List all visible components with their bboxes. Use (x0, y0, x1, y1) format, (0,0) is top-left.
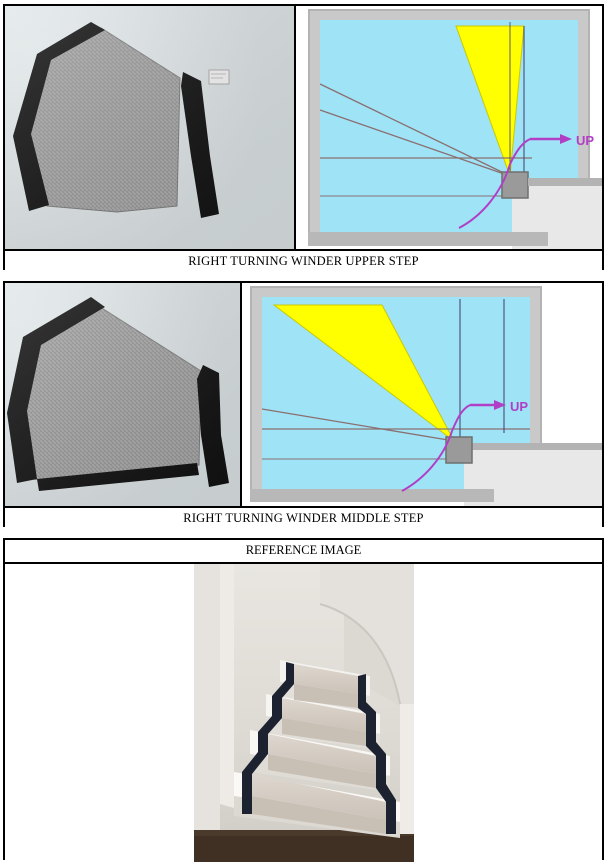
reference-image-caption: REFERENCE IMAGE (5, 540, 602, 564)
upper-step-plan-drawing (296, 6, 602, 249)
middle-step-photo-cell (5, 283, 242, 506)
middle-step-plan-drawing (242, 283, 602, 506)
reference-photo (194, 564, 414, 862)
middle-step-plan-cell (242, 283, 602, 506)
middle-step-template-shape (5, 283, 242, 506)
upper-step-photo (5, 6, 294, 249)
svg-text:UP: UP (510, 399, 529, 414)
panel-upper-step (3, 4, 604, 270)
upper-step-template-shape (5, 6, 296, 249)
upper-step-caption: RIGHT TURNING WINDER UPPER STEP (5, 249, 602, 273)
middle-step-caption: RIGHT TURNING WINDER MIDDLE STEP (5, 506, 602, 530)
upper-step-plan (296, 6, 602, 249)
panel-upper-step-row (5, 6, 602, 249)
reference-staircase-photo (194, 564, 414, 862)
panel-reference-image (3, 538, 604, 860)
upper-step-plan-cell (296, 6, 602, 249)
panel-middle-step (3, 281, 604, 527)
middle-step-photo (5, 283, 240, 506)
panel-middle-step-row (5, 283, 602, 506)
svg-text:UP: UP (576, 133, 595, 148)
reference-image-body (5, 564, 602, 862)
middle-step-plan (242, 283, 602, 506)
upper-step-photo-cell (5, 6, 296, 249)
